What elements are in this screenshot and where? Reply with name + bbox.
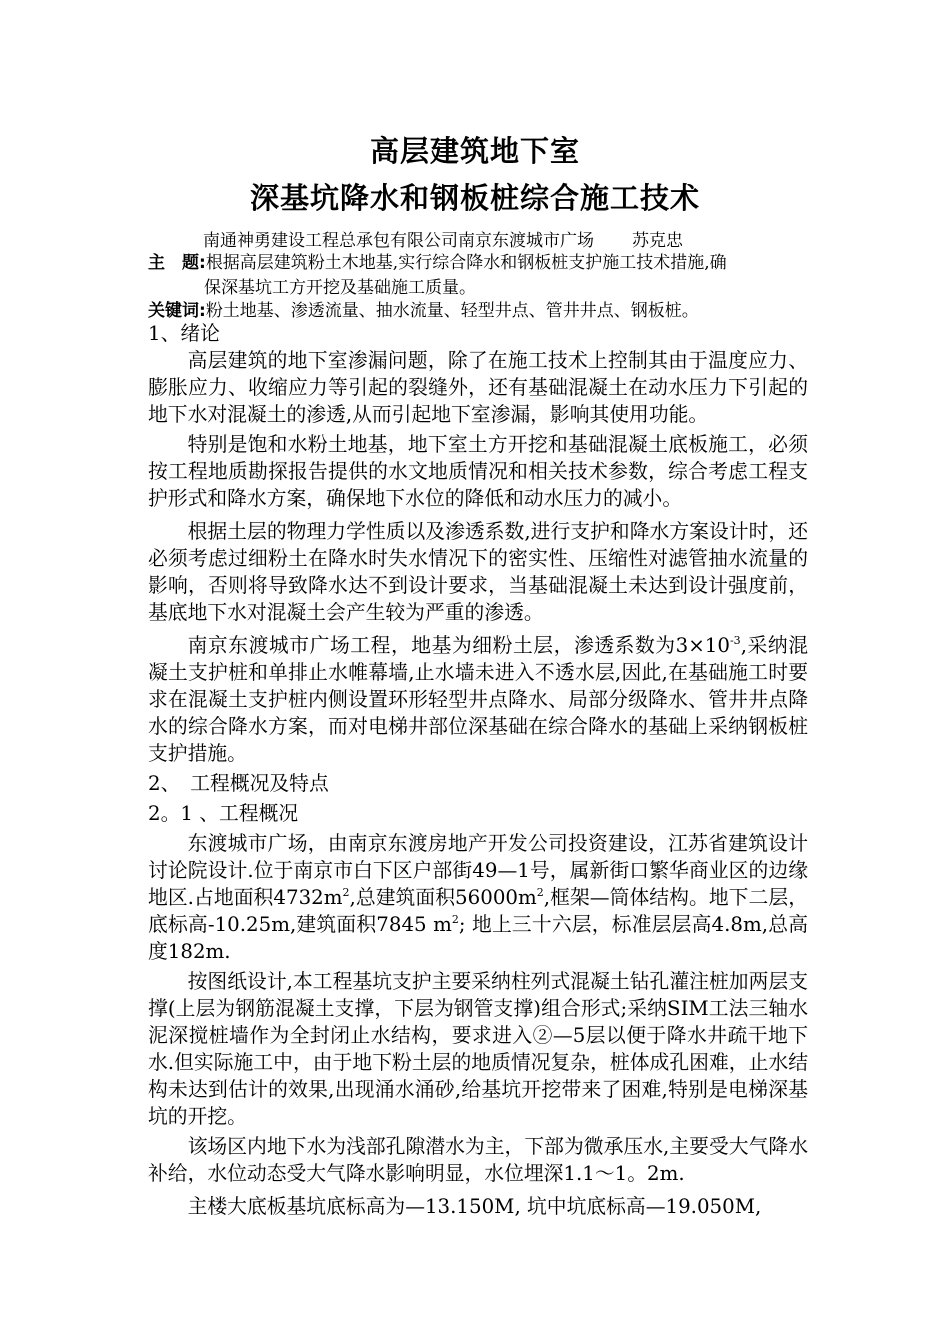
paragraph-3: 根据土层的物理力学性质以及渗透系数,进行支护和降水方案设计时，还必须考虑过细粉土在降水时失水情况下的密实性、压缩性对滤管抽水流量的影响，否则将导致降水达不到设计要求，当基础混凝土未达到设计强度前，基底地下水对混凝土会产生较为严重的渗透。 [148,520,808,624]
subject-text-line2: 保深基坑工方开挖及基础施工质量。 [204,278,476,298]
keywords-text: 粉土地基、渗透流量、抽水流量、轻型井点、管井井点、钢板桩。 [205,301,699,321]
subject-block [148,251,818,301]
paragraph-4 [148,632,808,767]
author-name: 苏克忠 [632,231,683,251]
document-title-line1: 高层建筑地下室 [369,134,580,168]
exponent: -3 [729,634,741,647]
paragraph-4-part-a: 南京东渡城市广场工程，地基为细粉土层，渗透系数为3×10 [187,634,730,657]
superscript-3: 2 [451,913,459,926]
paragraph-7: 该场区内地下水为浅部孔隙潜水为主，下部为微承压水,主要受大气降水补给，水位动态受大气降水影响明显，水位埋深1.1～1。2m. [148,1135,808,1185]
document-body [148,320,808,1220]
keywords-label: 关键词: [148,301,206,321]
paragraph-8: 主楼大底板基坑底标高为—13.150M, 坑中坑底标高—19.050M, [187,1195,762,1218]
superscript-2: 2 [536,886,544,899]
document-title-line2: 深基坑降水和钢板桩综合施工技术 [249,181,700,215]
paragraph-1: 高层建筑的地下室渗漏问题，除了在施工技术上控制其由于温度应力、膨胀应力、收缩应力等引起的裂缝外，还有基础混凝土在动水压力下引起的地下水对混凝土的渗透,从而引起地下室渗漏，影响其使用功能。 [148,349,808,426]
section-heading-1: 1、绪论 [148,322,220,345]
paragraph-5-part-c: ,框架—筒体结构。地下二层，底标高-10.25m,建筑面积7845 m [148,886,808,936]
paragraph-6: 按图纸设计,本工程基坑支护主要采纳柱列式混凝土钻孔灌注桩加两层支撑(上层为钢筋混凝土支撑，下层为钢管支撑)组合形式;采纳SIM工法三轴水泥深搅桩墙作为全封闭止水结构，要求进入②—5层以便于降水井疏干地下水.但实际施工中，由于地下粉土层的地质情况复杂，桩体成孔困难，止水结构未达到估计的效果,出现涌水涌砂,给基坑开挖带来了困难,特别是电梯深基坑的开挖。 [148,970,808,1128]
author-line [203,229,683,253]
section-heading-2: 2、 工程概况及特点 [148,772,329,795]
paragraph-2: 特别是饱和水粉土地基，地下室土方开挖和基础混凝土底板施工，必须按工程地质勘探报告提供的水文地质情况和相关技术参数，综合考虑工程支护形式和降水方案，确保地下水位的降低和动水压力的减小。 [148,433,808,510]
paragraph-5 [148,830,808,965]
paragraph-4-part-b: ,采纳混凝土支护桩和单排止水帷幕墙,止水墙未进入不透水层,因此,在基础施工时要求在混凝土支护桩内侧设置环形轻型井点降水、局部分级降水、管井井点降水的综合降水方案，而对电梯井部位深基础在综合降水的基础上采纳钢板桩支护措施。 [148,634,808,765]
paragraph-5-part-b: ,总建筑面积56000m [349,886,537,909]
subject-text-line1: 根据高层建筑粉土木地基,实行综合降水和钢板桩支护施工技术措施,确 [205,253,727,273]
paragraph-5-part-d: ; 地上三十六层，标准层层高4.8m,总高度182m. [148,913,808,963]
superscript-1: 2 [342,886,350,899]
section-heading-2-1: 2。1 、工程概况 [148,802,299,825]
affiliation: 南通神勇建设工程总承包有限公司南京东渡城市广场 [203,231,594,251]
subject-label: 主 题: [148,253,206,273]
paragraph-5-part-a: 东渡城市广场，由南京东渡房地产开发公司投资建设，江苏省建筑设计讨论院设计.位于南京市白下区户部街49—1号，属新街口繁华商业区的边缘地区.占地面积4732m [148,832,808,909]
